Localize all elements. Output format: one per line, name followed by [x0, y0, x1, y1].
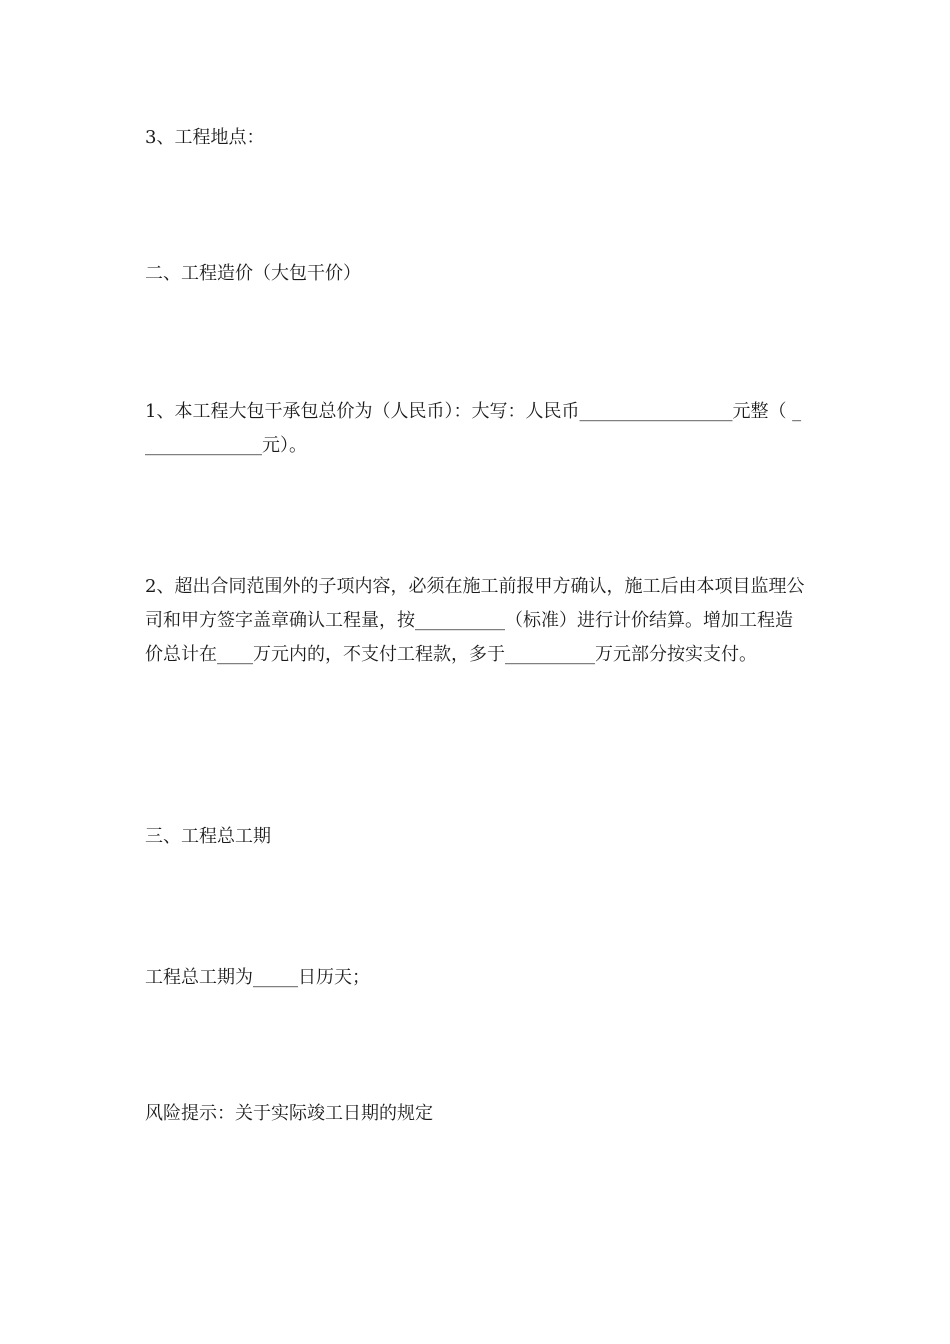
- duration-text: 工程总工期为_____日历天；: [145, 967, 370, 988]
- item-3-location: 3、工程地点：: [145, 127, 265, 148]
- section-2-heading: 二、工程造价（大包干价）: [145, 263, 361, 284]
- item-2-extra-scope: 2、超出合同范围外的子项内容，必须在施工前报甲方确认，施工后由本项目监理公司和甲方签字盖章确认工程量，按__________（标准）进行计价结算。增加工程造价总计在____万元内的，不支付工程款，多于__________万元部分按实支付。: [145, 576, 805, 665]
- item-1-price: 1、本工程大包干承包总价为（人民币）：大写：人民币_________________元整（ ______________元）。: [145, 401, 802, 456]
- section-3-heading: 三、工程总工期: [145, 826, 271, 847]
- risk-tip: 风险提示：关于实际竣工日期的规定: [145, 1103, 433, 1124]
